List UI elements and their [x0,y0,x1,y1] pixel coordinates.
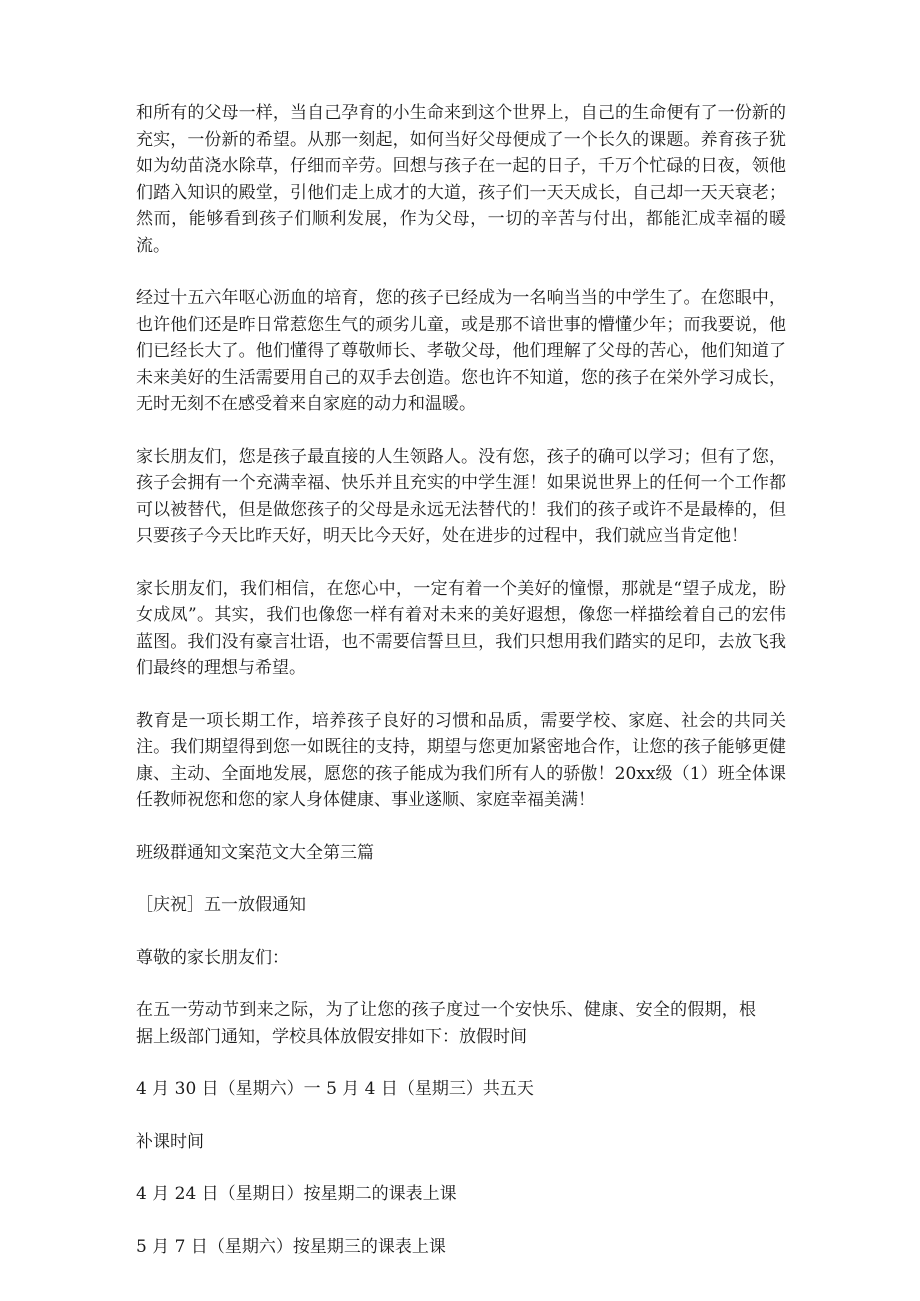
holiday-dates: 4 月 30 日（星期六）一 5 月 4 日（星期三）共五天 [136,1079,534,1099]
makeup-date-2: 5 月 7 日（星期六）按星期三的课表上课 [136,1236,446,1257]
makeup-heading: 补课时间 [136,1131,204,1152]
notice-title: ［庆祝］五一放假通知 [136,895,306,915]
paragraph-1: 和所有的父母一样，当自己孕育的小生命来到这个世界上，自己的生命便有了一份新的充实，一份新的希望。从那一刻起，如何当好父母便成了一个长久的课题。养育孩子犹如为幼苗浇水除草，仔细而辛劳。回想与孩子在一起的日子，千万个忙碌的日夜，领他们踏入知识的殿堂，引他们走上成才的大道，孩子们一天天成长，自己却一天天衰老；然而，能够看到孩子们顺利发展，作为父母，一切的辛苦与付出，都能汇成幸福的暖流。 [136,103,786,256]
section-title: 班级群通知文案范文大全第三篇 [136,842,374,863]
notice-intro: 在五一劳动节到来之际，为了让您的孩子度过一个安快乐、健康、安全的假期，根据上级部门通知，学校具体放假安排如下：放假时间 [136,1000,756,1047]
document-page [136,100,786,1286]
paragraph-3: 家长朋友们，您是孩子最直接的人生领路人。没有您，孩子的确可以学习；但有了您，孩子会拥有一个充满幸福、快乐并且充实的中学生涯！如果说世界上的任何一个工作都可以被替代，但是做您孩子的父母是永远无法替代的！我们的孩子或许不是最棒的，但只要孩子今天比昨天好，明天比今天好，处在进步的过程中，我们就应当肯定他！ [136,446,786,546]
makeup-date-1: 4 月 24 日（星期日）按星期二的课表上课 [136,1184,457,1204]
paragraph-5: 教育是一项长期工作，培养孩子良好的习惯和品质，需要学校、家庭、社会的共同关注。我们期望得到您一如既往的支持，期望与您更加紧密地合作，让您的孩子能够更健康、主动、全面地发展，愿您的孩子能成为我们所有人的骄傲！20xx级（1）班全体课任教师祝您和您的家人身体健康、事业遂顺、家庭幸福美满！ [136,710,786,810]
paragraph-2: 经过十五六年呕心沥血的培育，您的孩子已经成为一名响当当的中学生了。在您眼中，也许他们还是昨日常惹您生气的顽劣儿童，或是那不谙世事的懵懂少年；而我要说，他们已经长大了。他们懂得了尊敬师长、孝敬父母，他们理解了父母的苦心，他们知道了未来美好的生活需要用自己的双手去创造。您也许不知道，您的孩子在栄外学习成长，无时无刻不在感受着来自家庭的动力和温暖。 [136,288,786,414]
paragraph-4: 家长朋友们，我们相信，在您心中，一定有着一个美好的憧憬，那就是“望子成龙，盼女成凤”。其实，我们也像您一样有着对未来的美好遐想，像您一样描绘着自己的宏伟蓝图。我们没有豪言壮语，也不需要信誓旦旦，我们只想用我们踏实的足印，去放飞我们最终的理想与希望。 [136,578,786,678]
salutation: 尊敬的家长朋友们： [136,947,289,968]
